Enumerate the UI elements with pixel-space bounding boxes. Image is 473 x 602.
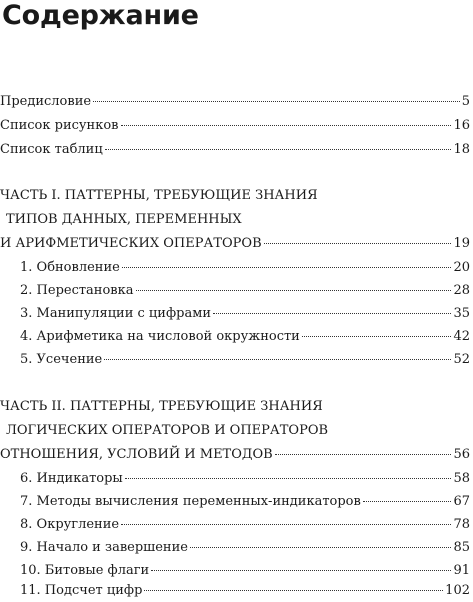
toc-entry-list-of-tables[interactable] [0, 139, 470, 161]
dot-leader [121, 524, 451, 525]
toc-entry-list-of-figures[interactable] [0, 115, 470, 137]
dot-leader [105, 149, 452, 150]
toc-entry-label: 6. Индикаторы [20, 471, 123, 486]
part-2-heading-line-1: ЧАСТЬ II. ПАТТЕРНЫ, ТРЕБУЮЩИЕ ЗНАНИЯ [0, 399, 323, 414]
toc-page-number: 91 [453, 563, 470, 578]
toc-page-number: 19 [453, 236, 470, 251]
dot-leader [144, 590, 443, 591]
toc-entry-chapter-2[interactable] [20, 280, 470, 302]
toc-entry-part-1[interactable] [0, 233, 470, 255]
toc-page-number: 102 [445, 583, 470, 598]
toc-page-number: 28 [453, 283, 470, 298]
dot-leader [125, 478, 452, 479]
toc-page-number: 35 [453, 306, 470, 321]
toc-page-number: 16 [453, 118, 470, 133]
toc-entry-label: Список таблиц [0, 142, 103, 157]
toc-page-number: 20 [453, 260, 470, 275]
dot-leader [275, 454, 452, 455]
toc-entry-label: 1. Обновление [20, 260, 120, 275]
toc-page-number: 56 [453, 447, 470, 462]
toc-entry-chapter-9[interactable] [20, 537, 470, 559]
toc-entry-label: 9. Начало и завершение [20, 540, 188, 555]
toc-entry-chapter-8[interactable] [20, 514, 470, 536]
dot-leader [93, 101, 460, 102]
toc-entry-label: 5. Усечение [20, 352, 103, 367]
part-2-heading-line-3: ОТНОШЕНИЯ, УСЛОВИЙ И МЕТОДОВ [0, 447, 273, 462]
toc-page-number: 58 [453, 471, 470, 486]
dot-leader [104, 359, 451, 360]
dot-leader [302, 336, 452, 337]
toc-entry-label: 4. Арифметика на числовой окружности [20, 329, 300, 344]
toc-page-number: 42 [453, 329, 470, 344]
part-1-heading-line-1: ЧАСТЬ I. ПАТТЕРНЫ, ТРЕБУЮЩИЕ ЗНАНИЯ [0, 188, 318, 203]
toc-entry-chapter-4[interactable] [20, 326, 470, 348]
toc-entry-chapter-11[interactable] [20, 580, 470, 602]
toc-entry-chapter-1[interactable] [20, 257, 470, 279]
toc-entry-label: 8. Округление [20, 517, 120, 532]
toc-entry-label: 11. Подсчет цифр [20, 583, 143, 598]
toc-page-number: 52 [453, 352, 470, 367]
part-2-heading-line-2: ЛОГИЧЕСКИХ ОПЕРАТОРОВ И ОПЕРАТОРОВ [6, 423, 329, 438]
dot-leader [122, 267, 452, 268]
dot-leader [213, 313, 451, 314]
part-1-heading-line-2: ТИПОВ ДАННЫХ, ПЕРЕМЕННЫХ [6, 212, 242, 227]
dot-leader [190, 547, 451, 548]
dot-leader [121, 125, 452, 126]
toc-entry-label: 2. Перестановка [20, 283, 134, 298]
dot-leader [363, 501, 452, 502]
toc-entry-chapter-3[interactable] [20, 303, 470, 325]
toc-entry-label: Предисловие [0, 94, 92, 109]
dot-leader [151, 570, 451, 571]
dot-leader [136, 290, 452, 291]
toc-entry-chapter-5[interactable] [20, 349, 470, 371]
toc-entry-preface[interactable] [0, 91, 470, 113]
toc-entry-label: Список рисунков [0, 118, 119, 133]
toc-page-number: 5 [461, 94, 470, 109]
page-title: Содержание [2, 0, 199, 31]
toc-entry-label: 3. Манипуляции с цифрами [20, 306, 211, 321]
part-1-heading-line-3: И АРИФМЕТИЧЕСКИХ ОПЕРАТОРОВ [0, 236, 262, 251]
toc-page-number: 78 [453, 517, 470, 532]
toc-entry-label: 10. Битовые флаги [20, 563, 150, 578]
toc-entry-chapter-10[interactable] [20, 560, 470, 582]
toc-entry-part-2[interactable] [0, 444, 470, 466]
dot-leader [264, 243, 452, 244]
toc-entry-chapter-6[interactable] [20, 468, 470, 490]
toc-entry-label: 7. Методы вычисления переменных-индикаторов [20, 494, 361, 509]
toc-page-number: 18 [453, 142, 470, 157]
toc-page-number: 67 [453, 494, 470, 509]
toc-page-number: 85 [453, 540, 470, 555]
toc-entry-chapter-7[interactable] [20, 491, 470, 513]
